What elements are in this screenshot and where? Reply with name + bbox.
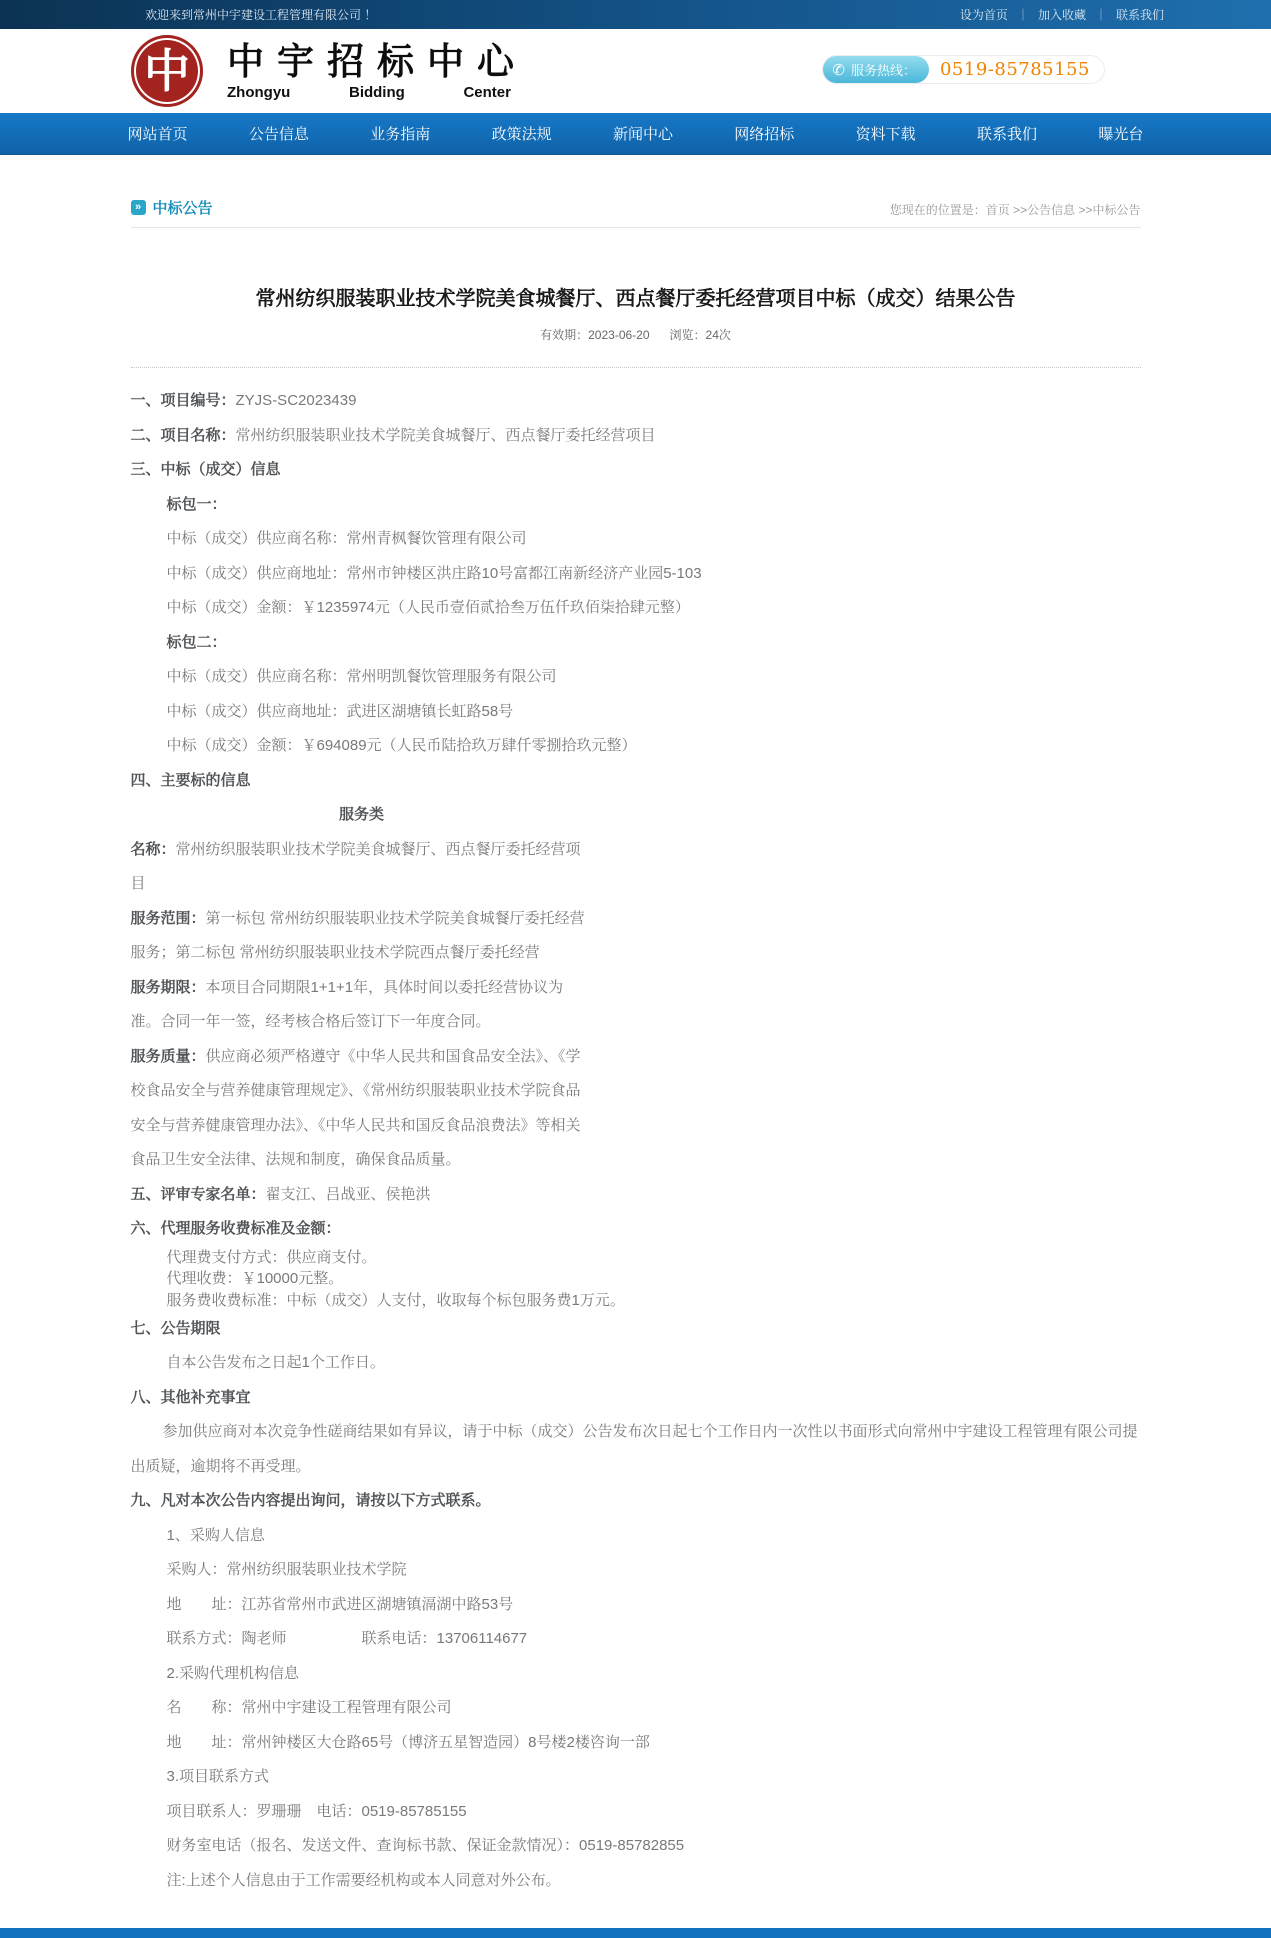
site-logo-icon[interactable]: 中	[131, 35, 203, 107]
arrow-badge-icon: »	[131, 200, 146, 215]
article-block: 2.采购代理机构信息	[166, 1664, 300, 1682]
article-block: 3.项目联系方式	[166, 1768, 270, 1786]
article-block: 六、代理服务收费标准及金额：	[130, 1220, 341, 1237]
nav-item[interactable]: 网络招标	[734, 126, 795, 143]
hotline-label-area	[823, 56, 929, 83]
phone-icon: ✆	[832, 61, 845, 79]
article-block: 地 址：江苏省常州市武进区湖塘镇滆湖中路53号	[166, 1595, 514, 1613]
article-block: 服务费收费标准：中标（成交）人支付，收取每个标包服务费1万元。	[166, 1292, 625, 1309]
nav-item[interactable]: 公告信息	[248, 126, 309, 143]
article-block: 名称：常州纺织服装职业技术学院美食城餐厅、西点餐厅委托经营项目	[130, 840, 581, 892]
article-block: 服务质量：供应商必须严格遵守《中华人民共和国食品安全法》、《学校食品安全与营养健康管理规定》、《常州纺织服装职业技术学院食品安全与营养健康管理办法》、《中华人民共和国反食品浪费法》等相关食品卫生安全法律、法规和制度，确保食品质量。	[130, 1047, 581, 1168]
view-count: 浏览：24次	[669, 328, 731, 342]
article-block: 服务范围：第一标包 常州纺织服装职业技术学院美食城餐厅委托经营服务；第二标包 常州纺织服装职业技术学院西点餐厅委托经营	[130, 909, 585, 961]
brand	[227, 41, 527, 102]
topbar-link-1[interactable]: 设为首页	[959, 8, 1008, 22]
brand-subtitle-word: Bidding	[348, 84, 405, 102]
article-block: 中标（成交）金额：￥694089元（人民币陆拾玖万肆仟零捌拾玖元整）	[166, 737, 637, 754]
article-block: 服务类	[338, 806, 384, 823]
nav-item[interactable]: 联系我们	[977, 126, 1038, 143]
nav-item[interactable]: 资料下载	[855, 126, 916, 143]
topbar-link-3[interactable]: 联系我们	[1115, 8, 1164, 22]
article-block: 注:上述个人信息由于工作需要经机构或本人同意对外公布。	[166, 1871, 561, 1889]
article-block: 中标（成交）供应商名称：常州明凯餐饮管理服务有限公司	[166, 668, 557, 685]
article-block: 八、其他补充事宜	[130, 1388, 251, 1406]
article-block: 联系方式：陶老师 联系电话：13706114677	[166, 1630, 528, 1648]
site-header	[0, 29, 1271, 113]
topbar-links	[958, 6, 1166, 23]
validity-date: 有效期：2023-06-20	[540, 328, 650, 342]
article-block: 九、凡对本次公告内容提出询问，请按以下方式联系。	[130, 1492, 491, 1510]
separator: ｜	[1016, 8, 1029, 22]
article-block: 代理费支付方式：供应商支付。	[166, 1248, 377, 1266]
article-block: 地 址：常州钟楼区大仓路65号（博济五星智造园）8号楼2楼咨询一部	[166, 1733, 650, 1751]
nav-item[interactable]: 新闻中心	[612, 126, 673, 143]
separator: ｜	[1094, 8, 1107, 22]
article-body	[131, 384, 1141, 1928]
footer-bar	[0, 1928, 1271, 1938]
section-label	[131, 197, 213, 218]
article-block: 自本公告发布之日起1个工作日。	[166, 1354, 385, 1372]
hotline-number: 0519-85785155	[939, 59, 1090, 80]
divider	[131, 367, 1141, 368]
topbar-link-2[interactable]: 加入收藏	[1037, 8, 1086, 22]
top-utility-bar	[0, 0, 1271, 29]
brand-title: 中宇招标中心	[227, 40, 527, 82]
article-block: 标包一：	[166, 495, 227, 513]
breadcrumb[interactable]: 您现在的位置是：首页 >>公告信息 >>中标公告	[889, 203, 1141, 217]
article-block: 三、中标（成交）信息	[130, 461, 281, 478]
article-block: 财务室电话（报名、发送文件、查询标书款、保证金款情况）：0519-85782855	[166, 1837, 685, 1855]
brand-subtitle-word: Center	[463, 84, 511, 102]
nav-item[interactable]: 业务指南	[370, 126, 431, 143]
announcement-article	[131, 228, 1141, 1928]
article-block: 项目联系人：罗珊珊 电话：0519-85785155	[166, 1802, 467, 1820]
article-block: 名 称：常州中宇建设工程管理有限公司	[166, 1699, 452, 1717]
article-block: 中标（成交）供应商名称：常州青枫餐饮管理有限公司	[166, 530, 527, 547]
welcome-text: 欢迎来到常州中宇建设工程管理有限公司 ！	[145, 8, 377, 22]
article-block: 五、评审专家名单：翟支江、吕战亚、侯艳洪	[130, 1185, 431, 1203]
brand-subtitle	[227, 84, 527, 101]
article-block: 采购人：常州纺织服装职业技术学院	[166, 1561, 407, 1579]
nav-item[interactable]: 曝光台	[1098, 126, 1144, 143]
page-title: 常州纺织服装职业技术学院美食城餐厅、西点餐厅委托经营项目中标（成交）结果公告	[255, 288, 1016, 310]
article-block: 二、项目名称：常州纺织服装职业技术学院美食城餐厅、西点餐厅委托经营项目	[130, 426, 656, 444]
service-hotline	[822, 55, 1105, 84]
article-meta	[131, 326, 1141, 343]
hotline-label: 服务热线：	[850, 63, 916, 78]
article-block: 中标（成交）供应商地址：常州市钟楼区洪庄路10号富都江南新经济产业园5-103	[166, 564, 702, 582]
article-block: 七、公告期限	[130, 1319, 221, 1337]
article-block: 标包二：	[166, 633, 227, 651]
main-nav-items	[116, 113, 1156, 154]
article-block: 四、主要标的信息	[130, 771, 251, 789]
article-block: 代理收费：￥10000元整。	[166, 1270, 344, 1288]
article-block: 1、采购人信息	[166, 1526, 265, 1544]
article-block: 一、项目编号：ZYJS-SC2023439	[130, 392, 357, 409]
nav-item[interactable]: 政策法规	[491, 126, 552, 143]
article-block: 中标（成交）金额：￥1235974元（人民币壹佰贰拾叁万伍仟玖佰柒拾肆元整）	[166, 599, 690, 616]
breadcrumb-bar	[131, 197, 1141, 228]
main-nav	[0, 113, 1271, 155]
section-label-text: 中标公告	[152, 200, 213, 217]
brand-subtitle-word: Zhongyu	[227, 84, 291, 102]
article-block: 参加供应商对本次竞争性磋商结果如有异议，请于中标（成交）公告发布次日起七个工作日内一次性以书面形式向常州中宇建设工程管理有限公司提出质疑，逾期将不再受理。	[130, 1423, 1138, 1475]
article-block: 服务期限：本项目合同期限1+1+1年，具体时间以委托经营协议为准。合同一年一签，经考核合格后签订下一年度合同。	[130, 978, 564, 1030]
nav-item[interactable]: 网站首页	[127, 126, 188, 143]
article-block: 中标（成交）供应商地址：武进区湖塘镇长虹路58号	[166, 702, 514, 720]
